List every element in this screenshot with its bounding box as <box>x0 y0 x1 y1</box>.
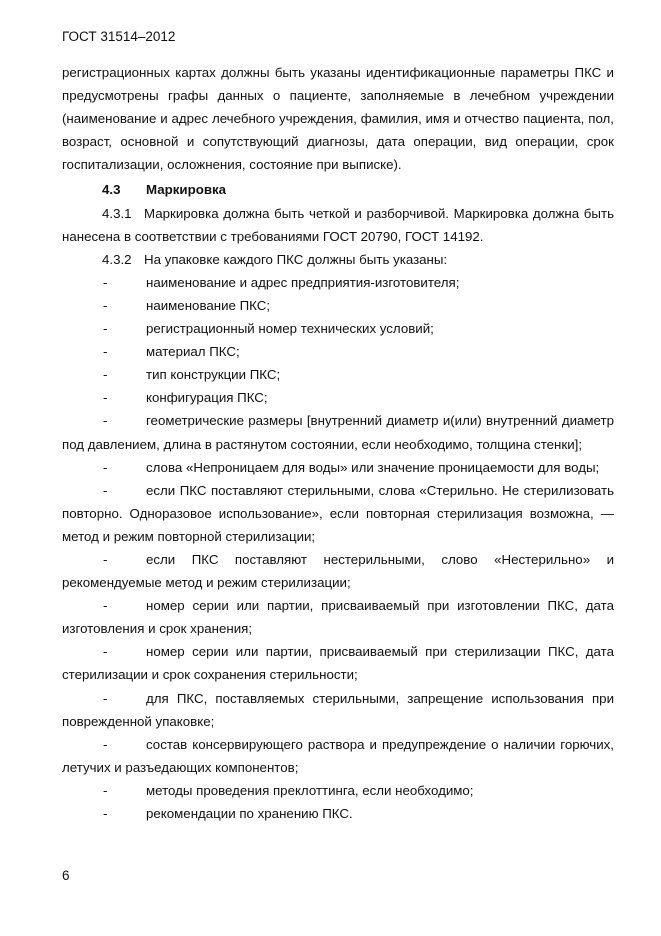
list-item <box>62 479 614 548</box>
list-dash: - <box>103 367 108 383</box>
list-item <box>62 802 614 825</box>
list-item-text: если ПКС поставляют стерильными, слова «Стерильно. Не стерилизовать повторно. Одноразовое использование», если повторная стерилизация возможна, — метод и режим повторной стерилизации; <box>62 482 614 544</box>
list-item <box>62 779 614 802</box>
clause-text: На упаковке каждого ПКС должны быть указаны: <box>144 251 448 267</box>
list-item <box>62 594 614 640</box>
list-item <box>62 363 614 386</box>
clause-4-3-1 <box>62 202 614 248</box>
list-dash: - <box>103 459 108 475</box>
page-number: 6 <box>62 868 70 883</box>
list-item-text: рекомендации по хранению ПКС. <box>146 806 353 821</box>
clause-number: 4.3.1 <box>102 205 132 221</box>
list-item-text: тип конструкции ПКС; <box>146 367 281 383</box>
clause-4-3-2 <box>62 248 614 271</box>
list-dash: - <box>103 782 108 798</box>
list-item-text: для ПКС, поставляемых стерильными, запрещение использования при поврежденной упаковке; <box>62 690 614 729</box>
list-item-text: конфигурация ПКС; <box>146 390 268 406</box>
list-dash: - <box>103 297 108 313</box>
list-item-text: номер серии или партии, присваиваемый при изготовлении ПКС, дата изготовления и срок хранения; <box>62 598 614 637</box>
list-dash: - <box>103 344 108 360</box>
list-dash: - <box>103 274 108 290</box>
list-dash: - <box>103 806 108 821</box>
list-item-text: слова «Непроницаем для воды» или значение проницаемости для воды; <box>146 459 600 475</box>
list-item-text: состав консервирующего раствора и предупреждение о наличии горючих, летучих и разъедающих компонентов; <box>62 736 614 775</box>
list-item <box>62 733 614 779</box>
section-title: Маркировка <box>146 182 227 198</box>
list-item-text: регистрационный номер технических условий; <box>146 321 434 337</box>
list-item-text: номер серии или партии, присваиваемый при стерилизации ПКС, дата стерилизации и срок сохранения стерильности; <box>62 644 614 683</box>
list-dash: - <box>103 551 108 567</box>
list-dash: - <box>103 690 108 706</box>
list-item-text: материал ПКС; <box>146 344 240 360</box>
list-item <box>62 409 614 455</box>
list-item <box>62 386 614 409</box>
section-heading <box>62 178 614 201</box>
list-item-text: наименование ПКС; <box>146 297 271 313</box>
list-dash: - <box>103 482 108 498</box>
clause-number: 4.3.2 <box>102 251 132 267</box>
list-item-text: наименование и адрес предприятия-изготовителя; <box>146 274 460 290</box>
list-dash: - <box>103 413 108 429</box>
document-body <box>62 61 614 825</box>
document-header: ГОСТ 31514–2012 <box>62 29 176 44</box>
list-item <box>62 548 614 594</box>
list-item <box>62 271 614 294</box>
list-item-text: методы проведения преклоттинга, если необходимо; <box>146 782 474 798</box>
list-item <box>62 687 614 733</box>
list-dash: - <box>103 644 108 660</box>
list-item <box>62 317 614 340</box>
list-item <box>62 456 614 479</box>
list-item-text: если ПКС поставляют нестерильными, слово «Нестерильно» и рекомендуемые метод и режим стерилизации; <box>62 551 614 591</box>
list-dash: - <box>103 736 108 752</box>
list-item <box>62 294 614 317</box>
list-dash: - <box>103 390 108 406</box>
list-dash: - <box>103 321 108 337</box>
clause-text: Маркировка должна быть четкой и разборчивой. Маркировка должна быть нанесена в соответствии с требованиями ГОСТ 20790, ГОСТ 14192. <box>62 205 614 244</box>
list-item-text: геометрические размеры [внутренний диаметр и(или) внутренний диаметр под давлением, длина в растянутом состоянии, если необходимо, толщина стенки]; <box>62 413 614 452</box>
list-dash: - <box>103 598 108 614</box>
intro-paragraph: регистрационных картах должны быть указаны идентификационные параметры ПКС и предусмотрены графы данных о пациенте, заполняемые в лечебном учреждении (наименование и адрес лечебного учреждения, фамилия, имя и отчество пациента, пол, возраст, основной и сопутствующий диагнозы, дата операции, вид операции, срок госпитализации, осложнения, состояние при выписке). <box>62 65 614 173</box>
list-item <box>62 340 614 363</box>
list-item <box>62 640 614 686</box>
section-number: 4.3 <box>102 182 121 198</box>
